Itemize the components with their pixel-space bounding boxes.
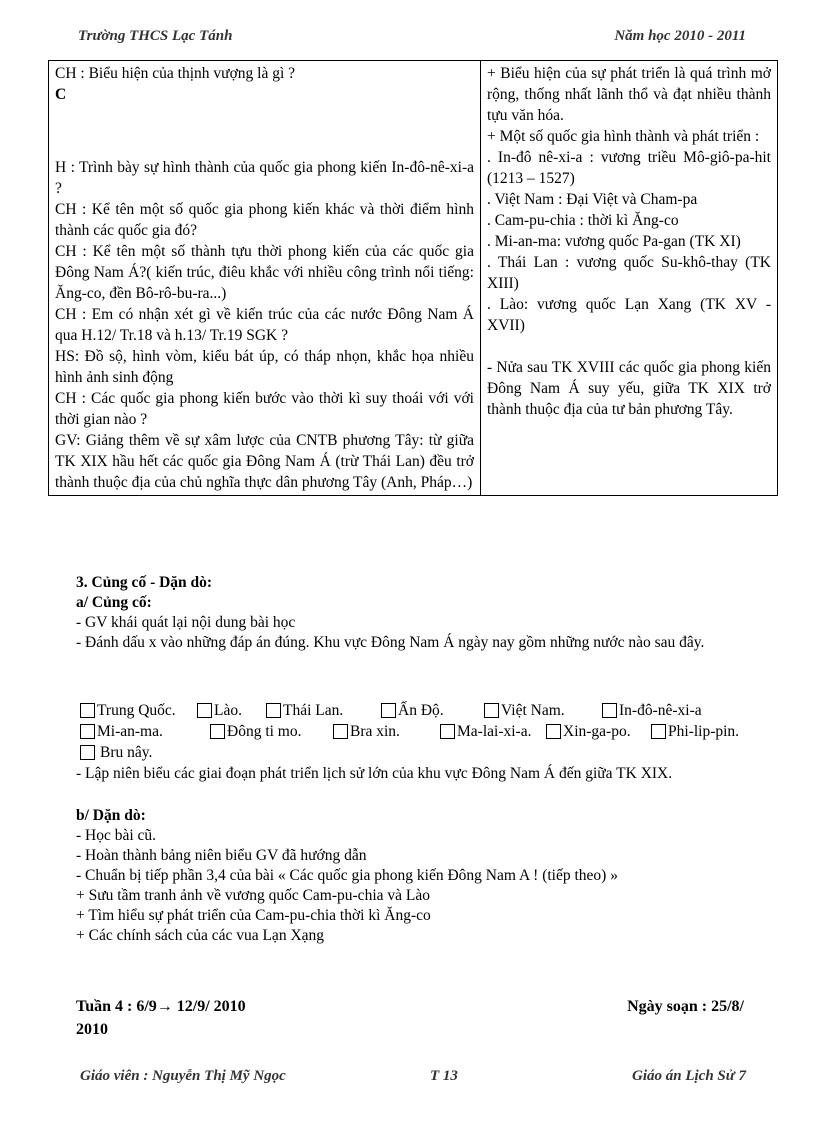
checkbox[interactable]	[80, 724, 95, 739]
choice-myanmar[interactable]: Mi-an-ma.	[80, 722, 210, 742]
checkbox[interactable]	[210, 724, 225, 739]
homework-section	[76, 806, 766, 946]
c-label: C	[55, 86, 67, 103]
content-column	[481, 61, 778, 496]
homework-line: - Học bài cũ.	[76, 827, 157, 844]
checkbox[interactable]	[381, 703, 396, 718]
question-other-states: CH : Kể tên một số quốc gia phong kiến khác và thời điểm hình thành các quốc gia đó?	[55, 201, 474, 239]
checkbox[interactable]	[651, 724, 666, 739]
choice-vietnam[interactable]: Việt Nam.	[484, 701, 602, 721]
school-year: Năm học 2010 - 2011	[614, 28, 746, 44]
activities-column	[49, 61, 481, 496]
homework-line: - Hoàn thành bảng niên biểu GV đã hướng dẫn	[76, 847, 367, 864]
table-row	[49, 61, 778, 496]
content-laos: . Lào: vương quốc Lạn Xang (TK XV - XVII)	[487, 296, 771, 334]
week-label: Tuần 4 : 6/9→ 12/9/ 2010	[76, 998, 246, 1015]
timeline-task-section	[76, 764, 766, 784]
choice-row-1	[80, 700, 770, 721]
homework-line: - Chuẩn bị tiếp phần 3,4 của bài « Các quốc gia phong kiến Đông Nam A ! (tiếp theo) »	[76, 867, 618, 884]
content-decline: - Nửa sau TK XVIII các quốc gia phong kiến Đông Nam Á suy yếu, giữa TK XIX trở thành thuộc địa của tư bản phương Tây.	[487, 359, 771, 418]
country-choices	[80, 700, 770, 763]
checkbox[interactable]	[440, 724, 455, 739]
page-number: T 13	[430, 1068, 458, 1084]
choice-row-2	[80, 721, 770, 742]
subject-name: Giáo án Lịch Sử 7	[631, 1068, 746, 1084]
content-indonesia: . In-đô nê-xi-a : vương triều Mô-giô-pa-hit (1213 – 1527)	[487, 149, 771, 187]
homework-line: + Các chính sách của các vua Lạn Xạng	[76, 927, 325, 944]
teacher-note: GV: Giảng thêm về sự xâm lược của CNTB phương Tây: từ giữa TK XIX hầu hết các quốc gia Đông Nam Á (trừ Thái Lan) đều trở thành thuộc địa của chủ nghĩa thực dân phương Tây (Anh, Pháp…)	[55, 432, 474, 491]
homework-line: + Sưu tầm tranh ảnh về vương quốc Cam-pu-chia và Lào	[76, 887, 430, 904]
choice-china[interactable]: Trung Quốc.	[80, 701, 197, 721]
choice-singapore[interactable]: Xin-ga-po.	[546, 722, 651, 742]
homework-line: + Tìm hiểu sự phát triển của Cam-pu-chia thời kì Ăng-co	[76, 907, 431, 924]
week-label-cont: 2010	[76, 1021, 108, 1038]
choice-east-timor[interactable]: Đông ti mo.	[210, 722, 333, 742]
prep-date: Ngày soạn : 25/8/	[627, 998, 744, 1015]
question-prosperity: CH : Biểu hiện của thịnh vượng là gì ?	[55, 65, 296, 82]
content-cambodia: . Cam-pu-chia : thời kì Ăng-co	[487, 212, 679, 229]
choice-thailand[interactable]: Thái Lan.	[266, 701, 381, 721]
choice-philippines[interactable]: Phi-lip-pin.	[651, 722, 739, 742]
checkbox[interactable]	[484, 703, 499, 718]
checkbox[interactable]	[602, 703, 617, 718]
question-indonesia: H : Trình bày sự hình thành của quốc gia phong kiến In-đô-nê-xi-a ?	[55, 159, 474, 197]
choice-malaysia[interactable]: Ma-lai-xi-a.	[440, 722, 546, 742]
checkbox[interactable]	[266, 703, 281, 718]
student-answer: HS: Đồ sộ, hình vòm, kiểu bát úp, có tháp nhọn, khắc họa nhiều hình ảnh sinh động	[55, 348, 474, 386]
content-states-heading: + Một số quốc gia hình thành và phát triển :	[487, 128, 760, 145]
question-architecture: CH : Em có nhận xét gì về kiến trúc của các nước Đông Nam Á qua H.12/ Tr.18 và h.13/ Tr.19 SGK ?	[55, 306, 474, 344]
choice-indonesia[interactable]: In-đô-nê-xi-a	[602, 701, 702, 721]
checkbox[interactable]	[80, 703, 95, 718]
checkbox[interactable]	[333, 724, 348, 739]
consolidation-section	[76, 573, 766, 653]
consolidation-heading: a/ Củng cố:	[76, 594, 152, 611]
choice-india[interactable]: Ấn Độ.	[381, 701, 484, 721]
checkbox[interactable]	[197, 703, 212, 718]
timeline-task: - Lập niên biểu các giai đoạn phát triển lịch sử lớn của khu vực Đông Nam Á đến giữa TK XIX.	[76, 765, 673, 782]
question-decline: CH : Các quốc gia phong kiến bước vào thời kì suy thoái với với thời gian nào ?	[55, 390, 474, 428]
content-thailand: . Thái Lan : vương quốc Su-khô-thay (TK XIII)	[487, 254, 771, 292]
section-heading: 3. Củng cố - Dặn dò:	[76, 574, 213, 591]
content-development: + Biểu hiện của sự phát triển là quá trình mở rộng, thống nhất lãnh thổ và đạt nhiều thành tựu văn hóa.	[487, 65, 771, 124]
week-info	[76, 995, 246, 1041]
school-name: Trường THCS Lạc Tánh	[78, 28, 233, 44]
choice-laos[interactable]: Lào.	[197, 701, 266, 721]
content-vietnam: . Việt Nam : Đại Việt và Cham-pa	[487, 191, 698, 208]
checkbox[interactable]	[80, 745, 95, 760]
choice-brazil[interactable]: Bra xin.	[333, 722, 440, 742]
question-achievements: CH : Kể tên một số thành tựu thời phong kiến của các quốc gia Đông Nam Á?( kiến trúc, điêu khắc với nhiều công trình nổi tiếng: Ăng-co, đền Bô-rô-bu-ra...)	[55, 243, 474, 302]
choice-row-3	[80, 742, 770, 763]
checkbox[interactable]	[546, 724, 561, 739]
content-myanmar: . Mi-an-ma: vương quốc Pa-gan (TK XI)	[487, 233, 741, 250]
choice-brunei[interactable]: Bru nây.	[80, 743, 152, 763]
teacher-name: Giáo viên : Nguyễn Thị Mỹ Ngọc	[80, 1068, 286, 1084]
consolidation-line: - GV khái quát lại nội dung bài học	[76, 614, 296, 631]
lesson-table	[48, 60, 778, 496]
consolidation-line: - Đánh dấu x vào những đáp án đúng. Khu vực Đông Nam Á ngày nay gồm những nước nào sau đây.	[76, 634, 705, 651]
homework-heading: b/ Dặn dò:	[76, 807, 146, 824]
